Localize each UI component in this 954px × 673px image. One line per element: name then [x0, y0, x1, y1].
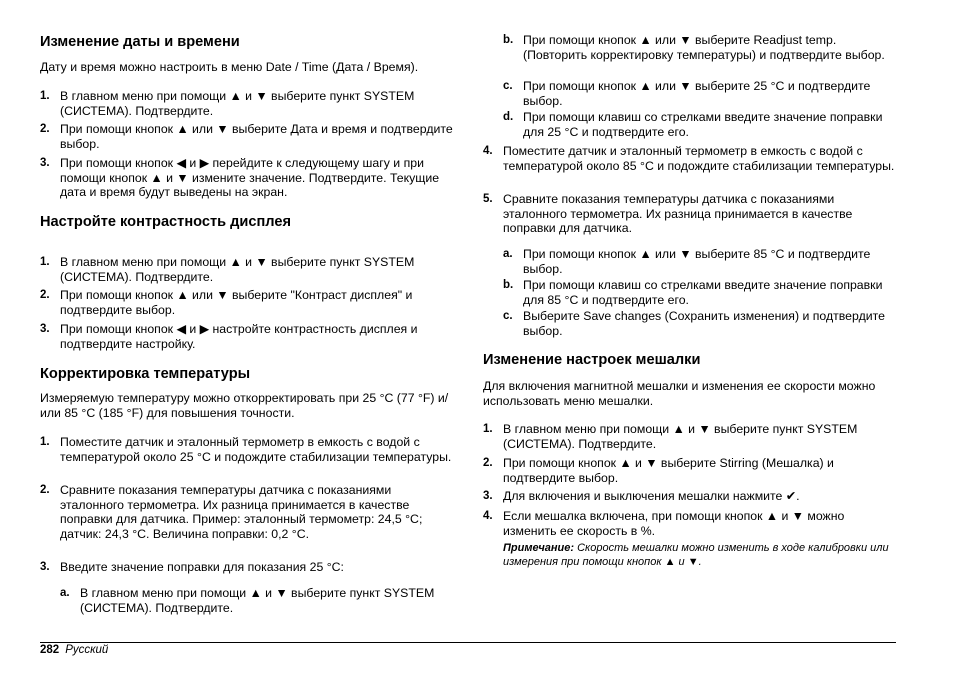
footer-language: Русский — [65, 644, 109, 656]
note-text: Скорость мешалки можно изменить в ходе калибровки или измерения при помощи кнопок ▲ и ▼. — [503, 542, 889, 568]
temp-intro: Измеряемую температуру можно откорректировать при 25 °C (77 °F) и/или 85 °C (185 °F) для повышения точности. — [40, 391, 449, 420]
stirrer-intro: Для включения магнитной мешалки и изменения ее скорости можно использовать меню мешалки. — [483, 379, 876, 408]
stirrer-note — [503, 541, 898, 569]
footer-divider — [40, 642, 896, 643]
page-footer — [40, 644, 108, 656]
note-label: Примечание: — [503, 542, 575, 554]
heading-stirrer: Изменение настроек мешалки — [483, 352, 701, 368]
heading-temperature: Корректировка температуры — [40, 366, 251, 382]
date-intro: Дату и время можно настроить в меню Date / Time (Дата / Время). — [40, 60, 419, 74]
page-number: 282 — [40, 644, 60, 656]
heading-date-time: Изменение даты и времени — [40, 34, 240, 50]
heading-contrast: Настройте контрастность дисплея — [40, 214, 292, 230]
